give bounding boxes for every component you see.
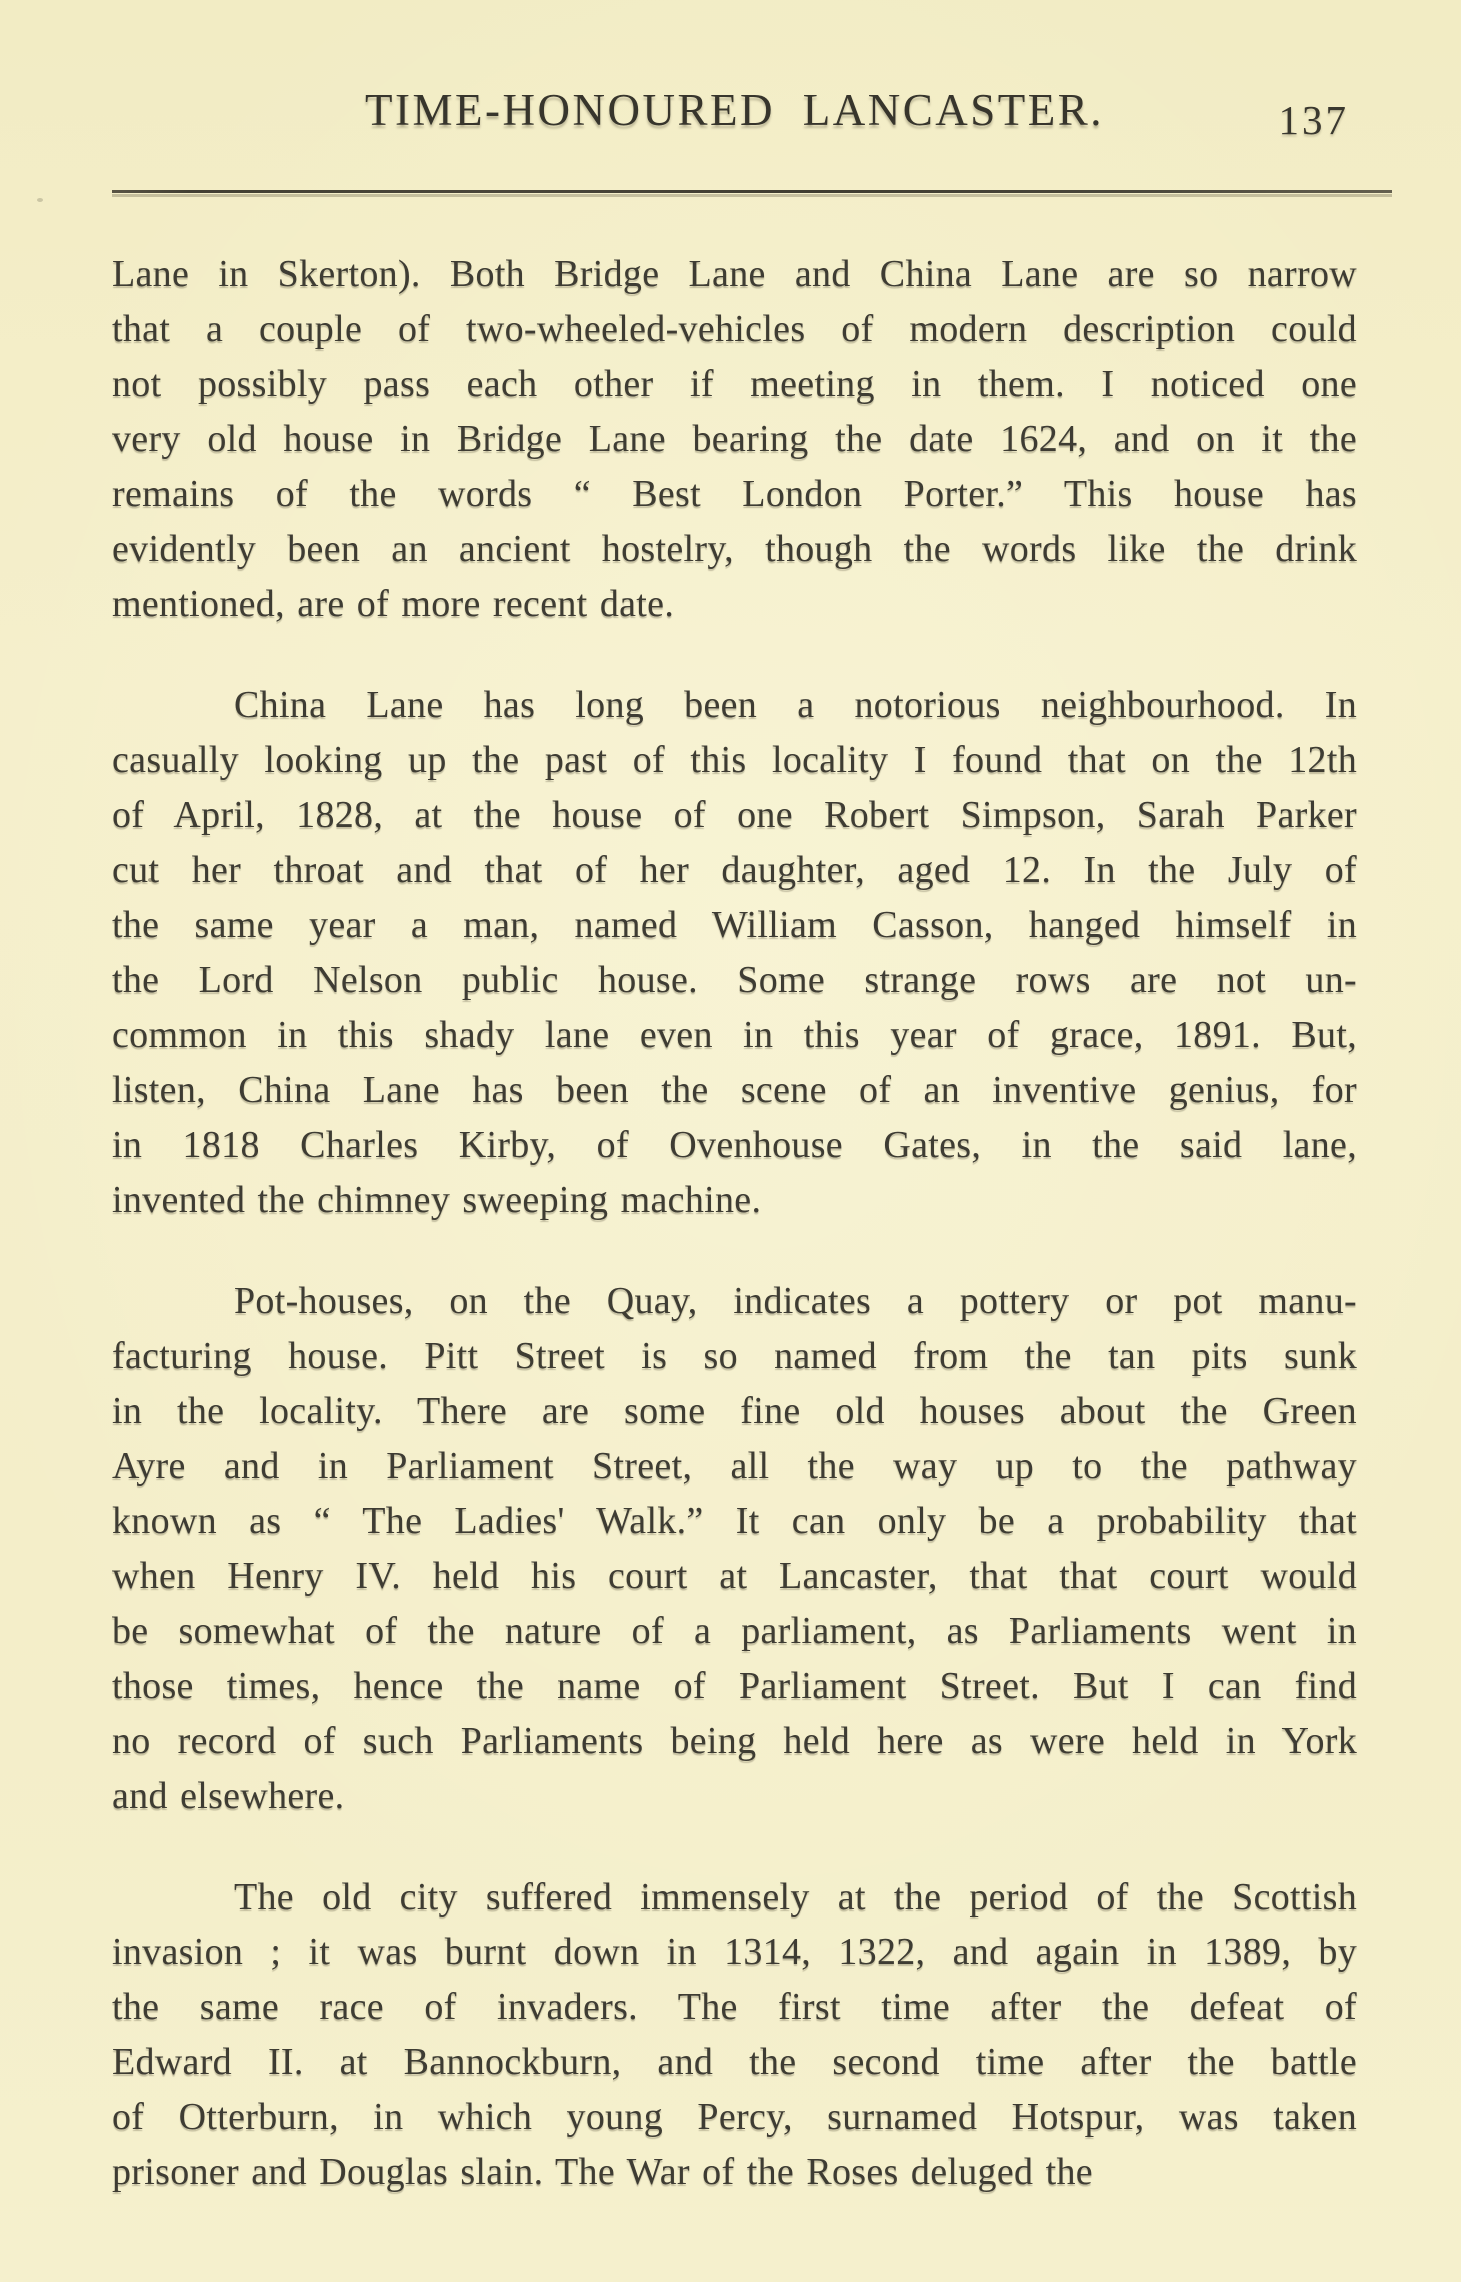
text-line: listen, China Lane has been the scene of an inventive genius, for (112, 1069, 1357, 1111)
text-line: in the locality. There are some fine old houses about the Green (112, 1390, 1357, 1432)
text-line: Lane in Skerton). Both Bridge Lane and China Lane are so narrow (112, 253, 1357, 295)
text-line: invasion ; it was burnt down in 1314, 1322, and again in 1389, by (112, 1931, 1357, 1973)
text-line: of Otterburn, in which young Percy, surnamed Hotspur, was taken (112, 2096, 1357, 2138)
text-line: evidently been an ancient hostelry, though the words like the drink (112, 528, 1357, 570)
text-line: the same year a man, named William Casson, hanged himself in (112, 904, 1357, 946)
text-line: and elsewhere. (112, 1775, 345, 1817)
running-head (112, 84, 1357, 143)
text-line: invented the chimney sweeping machine. (112, 1179, 762, 1221)
text-block (112, 247, 1357, 2200)
text-line: in 1818 Charles Kirby, of Ovenhouse Gates, in the said lane, (112, 1124, 1357, 1166)
text-line: China Lane has long been a notorious neighbourhood. In (234, 684, 1357, 726)
text-line: those times, hence the name of Parliament Street. But I can find (112, 1665, 1357, 1707)
text-line: common in this shady lane even in this year of grace, 1891. But, (112, 1014, 1357, 1056)
text-line: The old city suffered immensely at the period of the Scottish (234, 1876, 1357, 1918)
page-number: 137 (1278, 97, 1349, 143)
paragraph (112, 1274, 1357, 1824)
text-line: of April, 1828, at the house of one Robert Simpson, Sarah Parker (112, 794, 1357, 836)
text-line: the same race of invaders. The first time after the defeat of (112, 1986, 1357, 2028)
text-line: not possibly pass each other if meeting in them. I noticed one (112, 363, 1357, 405)
text-line: be somewhat of the nature of a parliament, as Parliaments went in (112, 1610, 1357, 1652)
text-line: facturing house. Pitt Street is so named from the tan pits sunk (112, 1335, 1357, 1377)
text-line: Ayre and in Parliament Street, all the way up to the pathway (112, 1445, 1357, 1487)
text-line: remains of the words “ Best London Porter.” This house has (112, 473, 1357, 515)
paragraph (112, 678, 1357, 1228)
text-line: mentioned, are of more recent date. (112, 583, 675, 625)
text-line: Pot-houses, on the Quay, indicates a pottery or pot manu- (234, 1280, 1357, 1322)
text-line: casually looking up the past of this locality I found that on the 12th (112, 739, 1357, 781)
text-line: cut her throat and that of her daughter, aged 12. In the July of (112, 849, 1357, 891)
text-line: Edward II. at Bannockburn, and the second time after the battle (112, 2041, 1357, 2083)
paragraph (112, 1870, 1357, 2200)
text-line: known as “ The Ladies' Walk.” It can only be a probability that (112, 1500, 1357, 1542)
text-line: prisoner and Douglas slain. The War of the Roses deluged the (112, 2151, 1093, 2193)
paragraph (112, 247, 1357, 632)
text-line: very old house in Bridge Lane bearing the date 1624, and on it the (112, 418, 1357, 460)
text-line: the Lord Nelson public house. Some strange rows are not un- (112, 959, 1357, 1001)
header-rule (112, 190, 1392, 193)
page-title: TIME-HONOURED LANCASTER. (365, 85, 1104, 135)
text-line: that a couple of two-wheeled-vehicles of modern description could (112, 308, 1357, 350)
text-line: when Henry IV. held his court at Lancaster, that that court would (112, 1555, 1357, 1597)
text-line: no record of such Parliaments being held here as were held in York (112, 1720, 1357, 1762)
